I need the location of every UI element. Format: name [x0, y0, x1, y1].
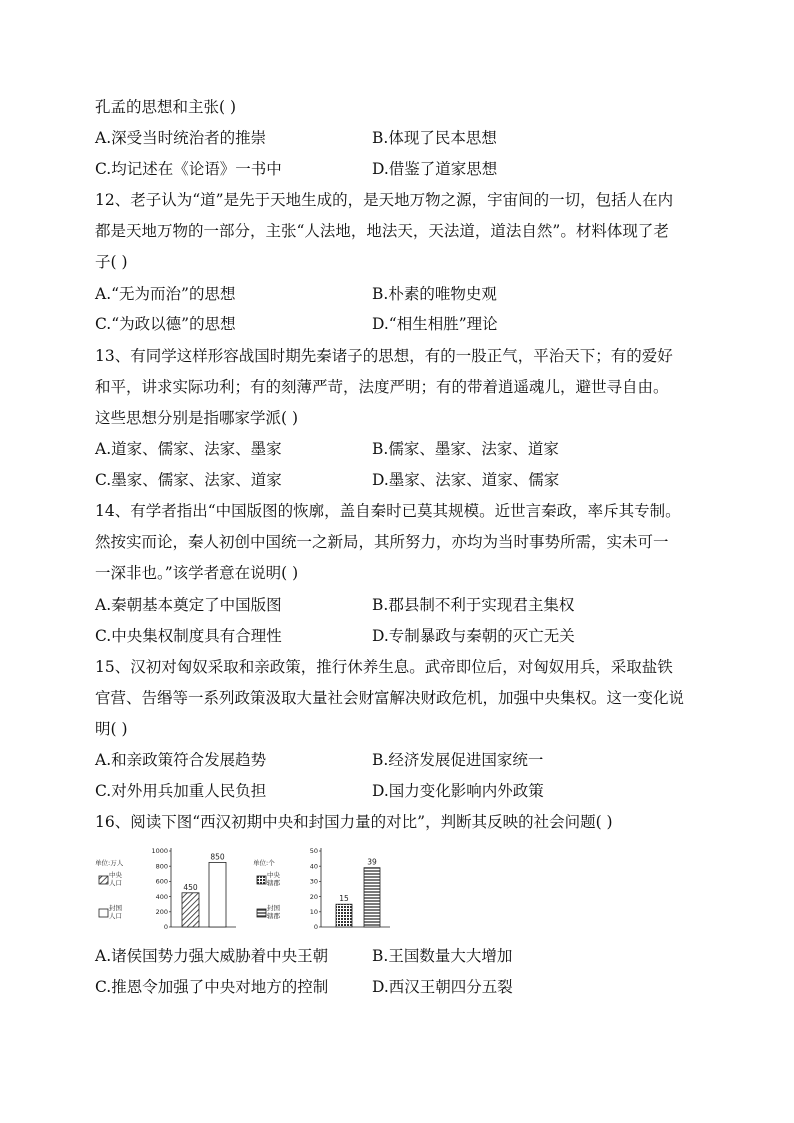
chart-1-legend-label-2-b: 人口: [109, 912, 122, 920]
question-13-line-1: 13、有同学这样形容战国时期先秦诸子的思想，有的一股正气，平治天下；有的爱好: [95, 347, 673, 365]
question-13-line-3: 这些思想分别是指哪家学派( ): [95, 409, 299, 427]
question-13-option-c[interactable]: C.墨家、儒家、法家、道家: [95, 471, 282, 489]
question-12-line-3: 子( ): [95, 253, 128, 271]
chart-1-legend-label-1-a: 中央: [109, 871, 122, 879]
chart-2-legend-label-2-b: 辖郡: [267, 912, 280, 920]
chart-1-unit-label: 单位:万人: [95, 859, 124, 867]
question-14-line-2: 然按实而论，秦人初创中国统一之新局，其所努力，亦均为当时事势所需，实未可一: [95, 533, 669, 551]
chart-2-data-label-2: 39: [367, 857, 377, 867]
question-intro-option-d[interactable]: D.借鉴了道家思想: [372, 160, 498, 178]
chart-1-legend-swatch-1: [99, 876, 108, 884]
force-comparison-chart: [95, 843, 405, 938]
chart-2-ytick-label-4: 40: [309, 862, 318, 871]
question-12-line-1: 12、老子认为“道”是先于天地生成的，是天地万物之源，宇宙间的一切，包括人在内: [95, 191, 674, 209]
chart-2-legend-swatch-1: [257, 876, 266, 884]
chart-1-data-label-1: 450: [183, 882, 198, 892]
chart-2-legend-label-1-b: 辖郡: [267, 879, 280, 887]
question-13-option-a[interactable]: A.道家、儒家、法家、墨家: [95, 440, 282, 458]
chart-2-ytick-label-1: 10: [309, 908, 318, 916]
chart-1-ytick-label-4: 800: [155, 862, 168, 871]
question-15-line-3: 明( ): [95, 720, 128, 738]
question-12-option-d[interactable]: D.“相生相胜”理论: [372, 315, 498, 333]
chart-2-legend-swatch-2: [257, 909, 266, 917]
chart-2-bar-1: [336, 904, 352, 927]
question-12-option-a[interactable]: A.“无为而治”的思想: [95, 285, 236, 303]
question-13-option-d[interactable]: D.墨家、法家、道家、儒家: [372, 471, 560, 489]
chart-1-ytick-label-2: 400: [155, 892, 168, 901]
question-15-option-c[interactable]: C.对外用兵加重人民负担: [95, 782, 267, 800]
chart-1-legend-swatch-2: [99, 909, 108, 917]
question-12-line-2: 都是天地万物的一部分，主张“人法地，地法天，天法道，道法自然”。材料体现了老: [95, 222, 669, 240]
chart-2-ytick-label-0: 0: [313, 923, 318, 932]
chart-2-data-label-1: 15: [339, 894, 349, 904]
question-14-option-d[interactable]: D.专制暴政与秦朝的灭亡无关: [372, 627, 575, 645]
question-intro-text: 孔孟的思想和主张( ): [95, 98, 237, 116]
chart-1-data-label-2: 850: [210, 852, 225, 862]
chart-2-legend-label-2-a: 封国: [267, 904, 280, 912]
question-16-line-1: 16、阅读下图“西汉初期中央和封国力量的对比”，判断其反映的社会问题( ): [95, 813, 613, 831]
question-15-option-a[interactable]: A.和亲政策符合发展趋势: [95, 751, 267, 769]
question-15-option-d[interactable]: D.国力变化影响内外政策: [372, 782, 544, 800]
question-14-option-a[interactable]: A.秦朝基本奠定了中国版图: [95, 596, 282, 614]
question-15-line-1: 15、汉初对匈奴采取和亲政策，推行休养生息。武帝即位后，对匈奴用兵，采取盐铁: [95, 658, 673, 676]
chart-1-legend-label-2-a: 封国: [109, 904, 122, 912]
question-12-option-c[interactable]: C.“为政以德”的思想: [95, 315, 236, 333]
question-15-line-2: 官营、告缗等一系列政策汲取大量社会财富解决财政危机，加强中央集权。这一变化说: [95, 689, 685, 707]
question-16-option-c[interactable]: C.推恩令加强了中央对地方的控制: [95, 978, 329, 996]
chart-2-ytick-label-5: 50: [309, 847, 318, 856]
question-14-option-b[interactable]: B.郡县制不利于实现君主集权: [372, 596, 575, 614]
chart-2-unit-label: 单位:个: [253, 859, 275, 867]
question-14-option-c[interactable]: C.中央集权制度具有合理性: [95, 627, 282, 645]
question-13-option-b[interactable]: B.儒家、墨家、法家、道家: [372, 440, 559, 458]
question-12-option-b[interactable]: B.朴素的唯物史观: [372, 285, 497, 303]
question-intro-option-c[interactable]: C.均记述在《论语》一书中: [95, 160, 282, 178]
question-intro-option-b[interactable]: B.体现了民本思想: [372, 129, 497, 147]
question-intro-option-a[interactable]: A.深受当时统治者的推崇: [95, 129, 267, 147]
chart-1-ytick-label-0: 0: [163, 923, 168, 932]
chart-1-ytick-label-5: 1000: [151, 847, 168, 856]
chart-1-legend-label-1-b: 人口: [109, 879, 122, 887]
chart-1-ytick-label-1: 200: [155, 908, 168, 916]
question-16-option-b[interactable]: B.王国数量大大增加: [372, 947, 513, 965]
chart-2-legend-label-1-a: 中央: [267, 871, 280, 879]
chart-2-bar-2: [364, 868, 380, 927]
question-14-line-3: 一深非也。”该学者意在说明( ): [95, 564, 299, 582]
question-14-line-1: 14、有学者指出“中国版图的恢廓，盖自秦时已莫其规模。近世言秦政，率斥其专制。: [95, 502, 681, 520]
chart-1-bar-1: [182, 893, 199, 927]
question-16-option-d[interactable]: D.西汉王朝四分五裂: [372, 978, 513, 996]
question-15-option-b[interactable]: B.经济发展促进国家统一: [372, 751, 544, 769]
chart-1-bar-2: [209, 862, 226, 927]
chart-2-ytick-label-2: 20: [309, 892, 318, 901]
question-13-line-2: 和平，讲求实际功利；有的刻薄严苛，法度严明；有的带着逍遥魂儿，避世寻自由。: [95, 378, 669, 396]
question-16-option-a[interactable]: A.诸侯国势力强大威胁着中央王朝: [95, 947, 329, 965]
chart-2-ytick-label-3: 30: [309, 877, 318, 886]
chart-1-ytick-label-3: 600: [155, 877, 168, 886]
chart-layer: [95, 847, 390, 931]
